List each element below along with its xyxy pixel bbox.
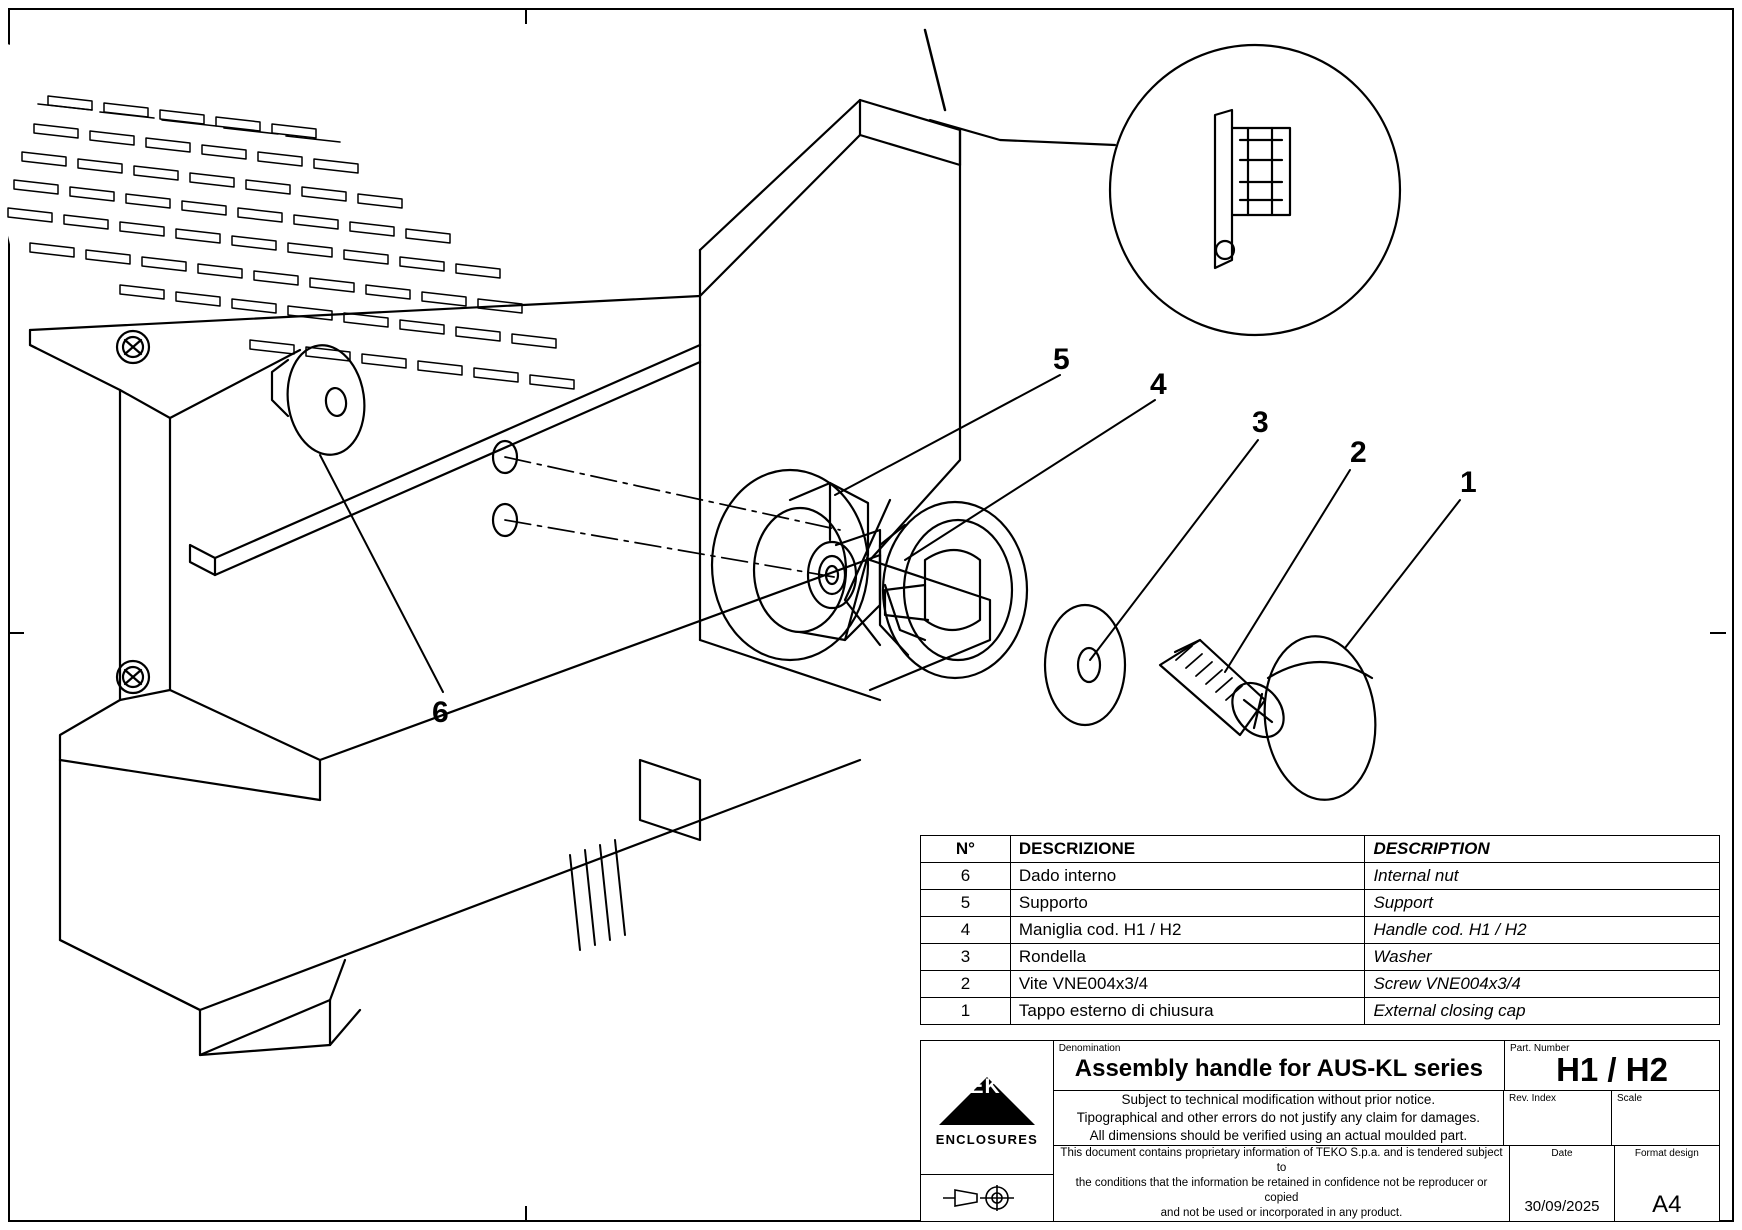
row-italian: Tappo esterno di chiusura	[1010, 998, 1365, 1025]
denomination-cell	[1054, 1041, 1505, 1090]
legal-line-1: This document contains proprietary information of TEKO S.p.a. and is tendered subject to	[1060, 1147, 1503, 1175]
part-number-label: Part. Number	[1510, 1043, 1570, 1054]
row-number: 2	[921, 971, 1011, 998]
format-cell	[1615, 1146, 1719, 1221]
legal-line-3: and not be used or incorporated in any product.	[1160, 1207, 1403, 1220]
row-number: 5	[921, 890, 1011, 917]
teko-logo-icon	[935, 1073, 1039, 1129]
title-block-row-denomination	[1054, 1041, 1719, 1091]
callout-3: 3	[1252, 406, 1269, 439]
row-italian: Vite VNE004x3/4	[1010, 971, 1365, 998]
date-cell	[1510, 1146, 1614, 1221]
projection-symbol-cell	[921, 1175, 1053, 1221]
denomination-value: Assembly handle for AUS-KL series	[1074, 1055, 1483, 1083]
row-english: Handle cod. H1 / H2	[1365, 917, 1720, 944]
first-angle-projection-icon	[935, 1183, 1039, 1213]
row-english: Internal nut	[1365, 863, 1720, 890]
row-english: Screw VNE004x3/4	[1365, 971, 1720, 998]
title-block-row-notice	[1054, 1091, 1719, 1147]
part-number-cell	[1505, 1041, 1719, 1090]
legal-line-2: the conditions that the information be retained in confidence not be reproducer or copied	[1075, 1177, 1488, 1205]
callout-1: 1	[1460, 466, 1477, 499]
scale-cell	[1612, 1091, 1719, 1146]
row-english: External closing cap	[1365, 998, 1720, 1025]
notice-line-3: All dimensions should be verified using an actual moulded part.	[1089, 1128, 1468, 1144]
notice-line-1: Subject to technical modification without prior notice.	[1121, 1091, 1436, 1107]
brand-logo	[921, 1041, 1053, 1175]
title-block-row-legal	[1054, 1146, 1719, 1221]
header-description: DESCRIPTION	[1365, 836, 1720, 863]
logo-wordmark: TEKO	[955, 1074, 1019, 1098]
row-english: Support	[1365, 890, 1720, 917]
row-italian: Rondella	[1010, 944, 1365, 971]
revision-index-label: Rev. Index	[1509, 1092, 1557, 1104]
technical-notice	[1054, 1091, 1504, 1146]
table-row	[921, 890, 1720, 917]
row-italian: Maniglia cod. H1 / H2	[1010, 917, 1365, 944]
format-label: Format design	[1634, 1148, 1699, 1160]
table-row	[921, 863, 1720, 890]
callout-6: 6	[432, 696, 449, 729]
row-number: 6	[921, 863, 1011, 890]
header-number: N°	[921, 836, 1011, 863]
header-descrizione: DESCRIZIONE	[1010, 836, 1365, 863]
parts-list-table	[920, 835, 1720, 1025]
notice-line-2: Tipographical and other errors do not justify any claim for damages.	[1076, 1109, 1480, 1125]
date-label: Date	[1551, 1148, 1573, 1160]
callout-2: 2	[1350, 436, 1367, 469]
row-number: 1	[921, 998, 1011, 1025]
table-row	[921, 917, 1720, 944]
row-italian: Supporto	[1010, 890, 1365, 917]
table-row	[921, 998, 1720, 1025]
parts-table-header-row	[921, 836, 1720, 863]
row-number: 4	[921, 917, 1011, 944]
title-block-logo-column	[921, 1041, 1054, 1221]
table-row	[921, 971, 1720, 998]
table-row	[921, 944, 1720, 971]
row-english: Washer	[1365, 944, 1720, 971]
row-italian: Dado interno	[1010, 863, 1365, 890]
logo-subtitle: ENCLOSURES	[935, 1131, 1038, 1147]
denomination-label: Denomination	[1058, 1043, 1121, 1054]
part-number-value: H1 / H2	[1556, 1051, 1668, 1089]
title-block	[920, 1040, 1720, 1222]
format-value: A4	[1652, 1191, 1682, 1218]
callout-5: 5	[1053, 343, 1070, 376]
revision-index-cell	[1504, 1091, 1612, 1146]
scale-label: Scale	[1617, 1092, 1643, 1104]
title-block-right	[1054, 1041, 1719, 1221]
row-number: 3	[921, 944, 1011, 971]
legal-notice	[1054, 1146, 1511, 1221]
date-value: 30/09/2025	[1524, 1198, 1600, 1215]
callout-4: 4	[1150, 368, 1167, 401]
